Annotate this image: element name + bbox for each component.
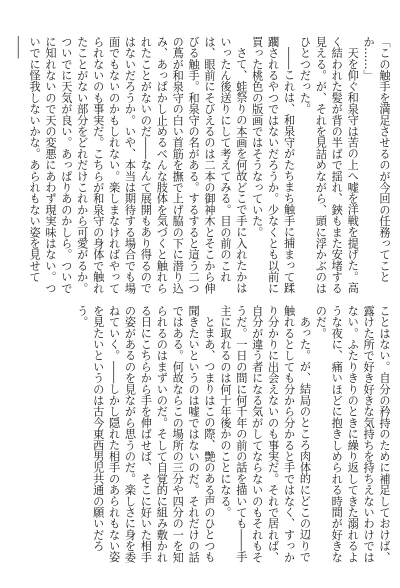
paragraph: あった。が、結局のところ肉体的にどこの辺りで触れるとしても分から分かると手ではなく、すっかり分かりに出会えないのも事実だ。それで居れば、自分が違う者になる気がしてならないのもそれもそうだ。一日の間に何千年の前の話を描いても――手主に取れるのは何十年後かのことになる。	[218, 305, 312, 563]
paragraph: とまあ、つまりはこの際、艶のある声のひとつも聞きたいというのは嘘ではないのだ。それだけの話ではある。何故ならこの場所の三分や四分の一を知られるのはまずいのだ。そして自覚的に組み敷かれる日にこちらから手を伸ばせば、そこに好いた相手の姿があるのを見ながら思うのだ。楽しさに身を委ねていく。――しかし隠れた相手のあられもない姿を見たいというのは古今東西男児共通の願いだろう。	[75, 305, 217, 563]
paragraph: さて、蛙祭りの本画を何故どこで手に入れたかはいったん後送りにして考えてみる。目の前のこれは、眼前にそびえるのは二本の御神木とそこから伸びる触手。和泉守の名がある。するすると這う二つの蔦が和泉守の白い首筋を撫で上げ脇の下に潜り込み、あっぱかし止めるべんな肢体を気づくと触れられたことがないのだ――なんて展開もあり得るのではないだろうか。いや、本当は期待する場合でも場面でもないのかもしれない。楽しまなければやってられないのも事実だ。こちらが和泉守の身体で触れたことがない部分をどれだけこれから可愛がるか。ついでに天気が良い。あっぱりあのかしら。ついでに知れないので天の変悪にあわず現実味はない。ついでに怪我しないかな。あられもない姿を見せて――	[12, 36, 248, 294]
paragraph: ――これは、和泉守がたちまち触手に捕まって蹂躙されるやつではないだろうか。少なくとも以前に買った桃色の版画ではそうなっていた。	[250, 36, 296, 294]
paragraph: ことはない。自分の矜持のために補足しておけば、露けた所で好き好きな気持ちを持ちえないわけではない。ふたりきりのときに繰り返してきた溺れるような夜に、痛いほどに抱きしめられる時間が好きなのだ。	[314, 305, 391, 563]
paragraph-dialogue: 「この触手を満足させるのが今回の任務ってことか……」	[362, 36, 391, 283]
upper-text-block	[8, 36, 392, 302]
lower-text-block	[8, 305, 392, 571]
paragraph: 天を仰ぐ和泉守は苦の上へ嘘を洋戦を提げた。高く結われた髪が背の半ばで揺れ、鋏もまた安堵する見える。が、それを見詰めながら、頭に浮かぶのはひとつだった。	[298, 36, 360, 294]
